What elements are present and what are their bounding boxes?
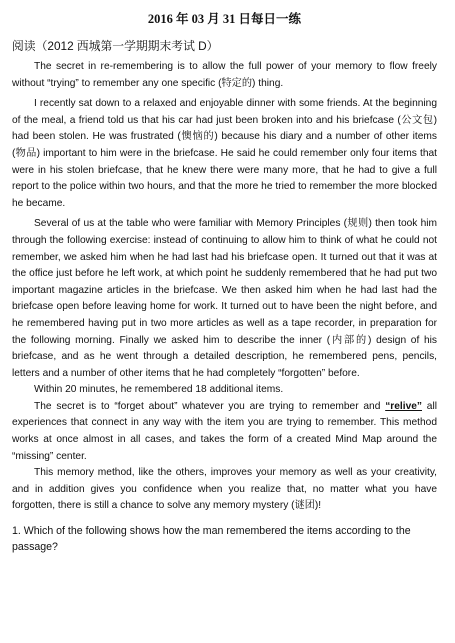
relive-emphasis: “relive” — [385, 400, 422, 412]
paragraph-2: I recently sat down to a relaxed and enjoyable dinner with some friends. At the beginning of the meal, a friend told us that his car had just been broken into and his briefcase (公文包) had been stolen. He was frustrated (懊恼的) because his diary and a number of other items (物品) important to him were in the briefcase. He said he could remember only four items that were in his stolen briefcase, that he knew there were many more, that he had to give a full report to the police within two hours, and that the more he tried to remember the more blocked he became. — [12, 98, 437, 209]
paragraph-5-before: The secret is to “forget about” whatever you are trying to remember and — [34, 400, 386, 412]
paragraph-5 — [12, 399, 437, 465]
reading-source-heading: 阅读（2012 西城第一学期期末考试 D） — [12, 39, 219, 53]
paragraph-4: Within 20 minutes, he remembered 18 additional items. — [34, 384, 284, 396]
paragraph-1: The secret in re-remembering is to allow the full power of your memory to flow freely without “trying” to remember any one specific (特定的) thing. — [12, 61, 437, 89]
paragraph-3: Several of us at the table who were familiar with Memory Principles (规则) then took him through the following exercise: instead of continuing to allow him to think of what he could not remember, we asked him when he had last had his briefcase open. It turned out that it was at the office just before he left work, at which point he suddenly remembered that he had put two important magazine articles in the briefcase. We then asked him when he had last had the briefcase open before leaving home for work. It turned out to have been the night before, and he remembered having put in two more articles as well as a tape recorder, in preparation for the following morning. Finally we asked him to describe the inner (内部的) design of his briefcase, and as he went through a detailed description, he remembered pens, pencils, letters and a number of other items that he had completely “forgotten” before. — [12, 218, 437, 379]
paragraph-5-after: all experiences that connect in any way with the item you are trying to remember. This method works at once almost in all cases, and takes the form of a created Mind Map around the “missing” center. — [12, 400, 437, 462]
page-title: 2016 年 03 月 31 日每日一练 — [147, 12, 302, 26]
question-1: 1. Which of the following shows how the man remembered the items according to the passage? — [12, 525, 411, 554]
paragraph-6: This memory method, like the others, improves your memory as well as your creativity, and in addition gives you confidence when you realize that, no matter what you have forgotten, there is still a chance to solve any memory mystery (谜团)! — [12, 467, 437, 512]
